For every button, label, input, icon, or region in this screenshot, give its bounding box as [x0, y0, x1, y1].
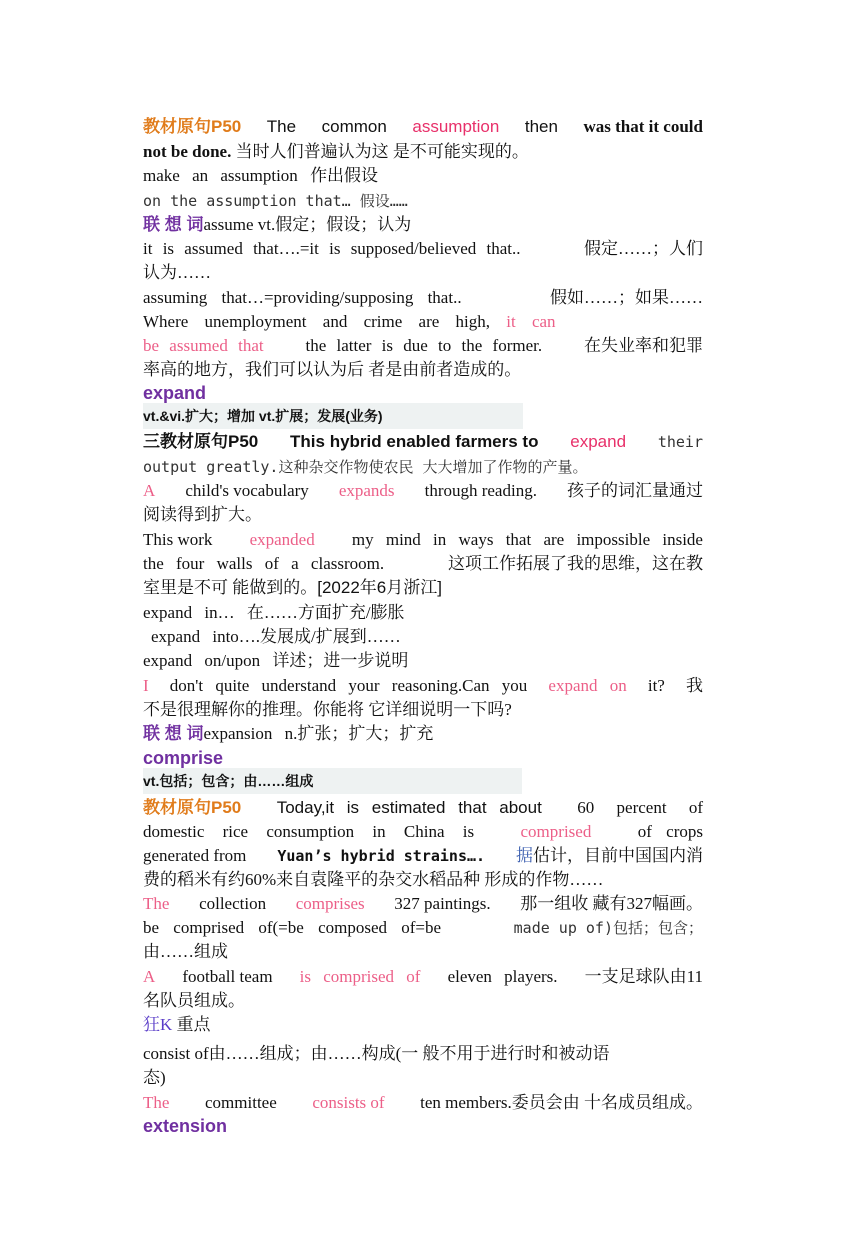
- expand-line-1: 三教材原句P50 This hybrid enabled farmers to expand their: [143, 432, 703, 451]
- expand-line-3: A child's vocabulary expands through reading. 孩子的词汇量通过: [143, 481, 703, 500]
- pos-comprise: vt.包括；包含；由……组成: [143, 768, 522, 794]
- comprise-line-2: domestic rice consumption in China is comprised of crops: [143, 822, 703, 841]
- comprise-line-3: generated from Yuan’s hybrid strains…. 据估计，目前中国国内消: [143, 846, 703, 865]
- s1-line-9: Where unemployment and crime are high, it can: [143, 312, 556, 331]
- comprise-line-8: A football team is comprised of eleven players. 一支足球队由11: [143, 967, 703, 986]
- s1-line-6: it is assumed that….=it is supposed/believed that.. 假定……；人们: [143, 239, 703, 258]
- comprise-line-11: consist of由……组成；由……构成(一 般不用于进行时和被动语: [143, 1044, 610, 1063]
- s1-line-5: 联 想 词assume vt.假定；假设；认为: [143, 215, 412, 234]
- related-words-tag: 联 想 词: [143, 724, 204, 743]
- comprise-line-9: 名队员组成。: [143, 991, 245, 1010]
- expand-line-9: expand into….发展成/扩展到……: [151, 627, 401, 646]
- comprise-line-12: 态): [143, 1068, 166, 1087]
- s1-line-11: 率高的地方，我们可以认为后 者是由前者造成的。: [143, 360, 522, 379]
- expand-line-6: the four walls of a classroom. 这项工作拓展了我的思维，这在教: [143, 554, 703, 573]
- entry-heading-expand: expand: [143, 383, 207, 403]
- s1-line-8: assuming that…=providing/supposing that.. 假如……；如果……: [143, 288, 703, 307]
- entry-heading-extension: extension: [143, 1116, 228, 1136]
- expand-line-13: 联 想 词expansion n.扩张；扩大；扩充: [143, 724, 434, 743]
- expand-line-4: 阅读得到扩大。: [143, 505, 262, 524]
- textbook-tag: 教材原句P50: [143, 798, 242, 817]
- s1-line-4: on the assumption that… 假设……: [143, 192, 408, 210]
- kuang-k-mark: 狂K: [143, 1015, 173, 1034]
- comprise-line-10: 狂K 重点: [143, 1015, 211, 1034]
- s1-line-1: 教材原句P50 The common assumption then was that it could: [143, 117, 703, 136]
- expand-line-2: output greatly.这种杂交作物使农民 大大增加了作物的产量。: [143, 458, 588, 476]
- expand-line-8: expand in… 在……方面扩充/膨胀: [143, 603, 405, 622]
- s1-line-10: be assumed that the latter is due to the former. 在失业率和犯罪: [143, 336, 703, 355]
- s1-line-3: make an assumption 作出假设: [143, 166, 379, 185]
- comprise-line-13: The committee consists of ten members.委员会由 十名成员组成。: [143, 1093, 703, 1112]
- expand-line-10: expand on/upon 详述；进一步说明: [143, 651, 409, 670]
- comprise-line-6: be comprised of(=be composed of=be made up of)包括；包含；: [143, 918, 703, 937]
- entry-heading-comprise: comprise: [143, 748, 224, 768]
- s1-line-2: not be done. 当时人们普遍认为这 是不可能实现的。: [143, 142, 529, 161]
- comprise-line-5: The collection comprises 327 paintings. 那一组收 藏有327幅画。: [143, 894, 703, 913]
- pos-expand: vt.&vi.扩大；增加 vt.扩展；发展(业务): [143, 403, 523, 429]
- expand-line-12: 不是很理解你的推理。你能将 它详细说明一下吗?: [143, 700, 512, 719]
- comprise-line-1: 教材原句P50 Today,it is estimated that about 60 percent of: [143, 798, 703, 817]
- textbook-tag: 教材原句P50: [143, 117, 242, 136]
- related-words-tag: 联 想 词: [143, 215, 204, 234]
- expand-line-7: 室里是不可 能做到的。[2022年6月浙江]: [143, 578, 442, 597]
- s1-line-7: 认为……: [143, 263, 211, 282]
- expand-line-11: I don't quite understand your reasoning.Can you expand on it? 我: [143, 676, 703, 695]
- expand-line-5: This work expanded my mind in ways that are impossible inside: [143, 530, 703, 549]
- comprise-line-4: 费的稻米有约60%来自袁隆平的杂交水稻品种 形成的作物……: [143, 870, 604, 889]
- comprise-line-7: 由……组成: [143, 942, 228, 961]
